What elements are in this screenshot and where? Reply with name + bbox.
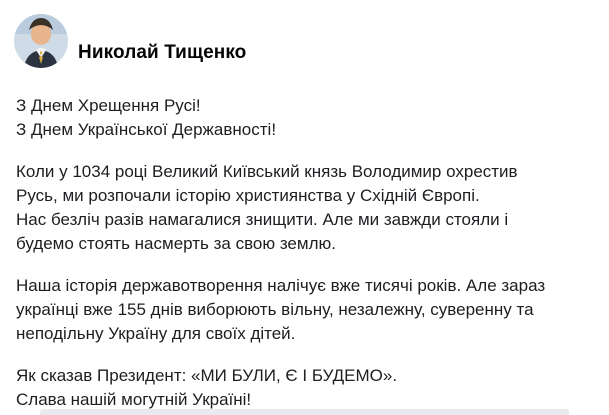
post-line: Нас безліч разів намагалися знищити. Але ми завжди стояли і xyxy=(16,210,509,229)
post-line: Як сказав Президент: «МИ БУЛИ, Є І БУДЕМО». xyxy=(16,366,398,385)
post-paragraph xyxy=(16,94,593,142)
post-paragraph xyxy=(16,364,593,412)
post-line: будемо стоять насмерть за свою землю. xyxy=(16,234,336,253)
post-paragraph xyxy=(16,274,593,346)
author-name[interactable]: Николай Тищенко xyxy=(78,42,247,63)
avatar[interactable] xyxy=(14,14,68,68)
post-line: З Днем Української Державності! xyxy=(16,120,277,139)
post-bottom-divider xyxy=(40,409,569,415)
post-line: неподільну Україну для своїх дітей. xyxy=(16,324,296,343)
post-line: Коли у 1034 році Великий Київський князь Володимир охрестив xyxy=(16,162,518,181)
post-line: Русь, ми розпочали історію християнства у Східній Європі. xyxy=(16,186,480,205)
post-line: українці вже 155 днів виборюють вільну, незалежну, суверенну та xyxy=(16,300,534,319)
post-line: Слава нашій могутній Україні! xyxy=(16,390,252,409)
post-header xyxy=(12,14,597,80)
post-paragraph xyxy=(16,160,593,256)
avatar-image xyxy=(14,14,68,68)
post-line: З Днем Хрещення Русі! xyxy=(16,96,201,115)
author-block xyxy=(78,14,246,80)
post-line: Наша історія державотворення налічує вже тисячі років. Але зараз xyxy=(16,276,546,295)
post-body xyxy=(12,94,597,412)
